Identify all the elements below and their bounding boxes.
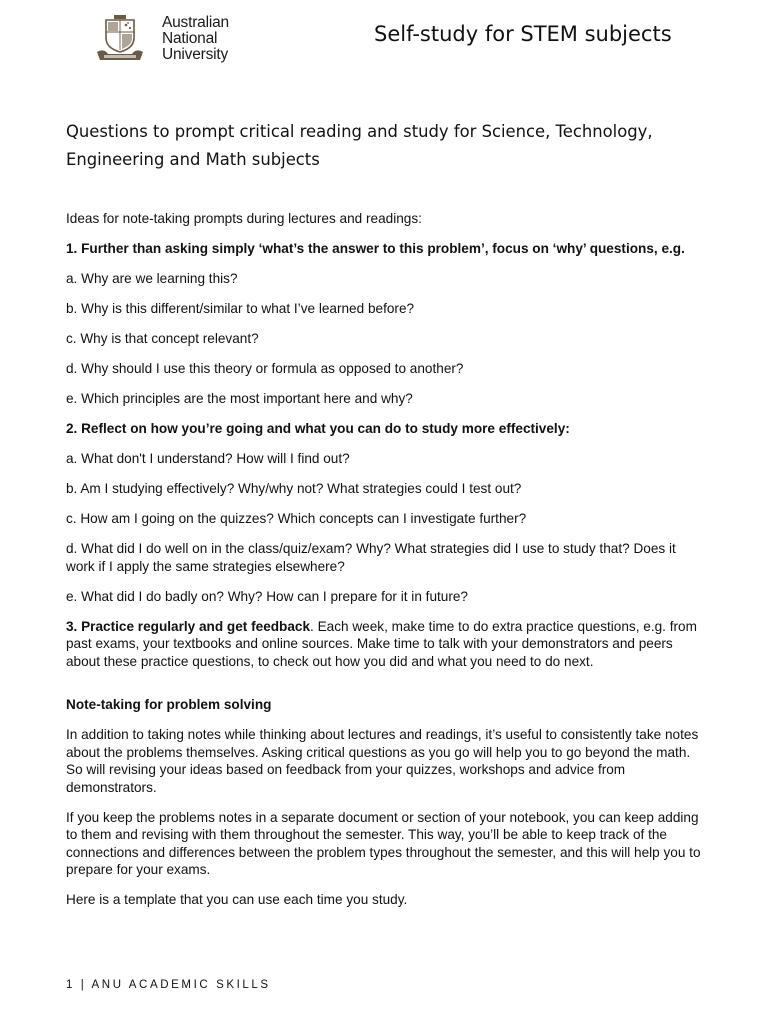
section-1-item-e: e. Which principles are the most important here and why? xyxy=(66,391,413,406)
note-taking-paragraph-3: Here is a template that you can use each time you study. xyxy=(66,892,408,907)
section-2-item-b: b. Am I studying effectively? Why/why not? What strategies could I test out? xyxy=(66,481,522,496)
section-2-item-c: c. How am I going on the quizzes? Which concepts can I investigate further? xyxy=(66,511,527,526)
note-taking-heading: Note-taking for problem solving xyxy=(66,697,272,712)
section-1-item-d: d. Why should I use this theory or formula as opposed to another? xyxy=(66,361,464,376)
anu-crest-icon xyxy=(94,14,146,66)
section-1-item-b: b. Why is this different/similar to what I’ve learned before? xyxy=(66,301,415,316)
section-3-heading: 3. Practice regularly and get feedback xyxy=(66,618,311,634)
section-2-heading: 2. Reflect on how you’re going and what you can do to study more effectively: xyxy=(66,421,570,436)
header-title: Self-study for STEM subjects xyxy=(374,22,672,46)
anu-logo xyxy=(94,14,244,70)
logo-line-2: National xyxy=(162,30,218,47)
section-1-item-a: a. Why are we learning this? xyxy=(66,271,238,286)
page-footer: 1 | ANU ACADEMIC SKILLS xyxy=(66,979,271,991)
intro-text: Ideas for note-taking prompts during lectures and readings: xyxy=(66,211,422,226)
section-3-paragraph xyxy=(66,618,706,671)
document-body xyxy=(66,210,706,921)
logo-line-3: University xyxy=(162,46,229,63)
section-2-item-e: e. What did I do badly on? Why? How can I prepare for it in future? xyxy=(66,588,468,604)
section-3-text: . Each week, make time to do extra practice questions, e.g. from past exams, your textbooks and online sources. Make time to talk with your demonstrators and peers about these practice questions, to check out how you did and what you need to do next. xyxy=(66,618,697,669)
note-taking-paragraph-1: In addition to taking notes while thinking about lectures and readings, it’s useful to consistently take notes about the problems themselves. Asking critical questions as you go will help you to go beyond the math. So will revising your ideas based on feedback from your quizzes, workshops and advice from demonstrators. xyxy=(66,727,699,795)
logo-wordmark xyxy=(162,15,229,63)
section-2-item-a: a. What don't I understand? How will I find out? xyxy=(66,451,350,466)
section-2-item-d: d. What did I do well on in the class/quiz/exam? Why? What strategies did I use to study that? Does it work if I apply the same strategies elsewhere? xyxy=(66,541,676,574)
note-taking-paragraph-2: If you keep the problems notes in a separate document or section of your notebook, you can keep adding to them and revising with them throughout the semester. This way, you’ll be able to keep track of the connections and differences between the problem types throughout the semester, and this will help you to prepare for your exams. xyxy=(66,809,701,877)
logo-line-1: Australian xyxy=(162,14,229,31)
document-title: Questions to prompt critical reading and study for Science, Technology, Engineering and Math subjects xyxy=(66,122,653,169)
section-1-item-c: c. Why is that concept relevant? xyxy=(66,331,259,346)
section-1-heading: 1. Further than asking simply ‘what’s the answer to this problem’, focus on ‘why’ questions, e.g. xyxy=(66,241,685,256)
